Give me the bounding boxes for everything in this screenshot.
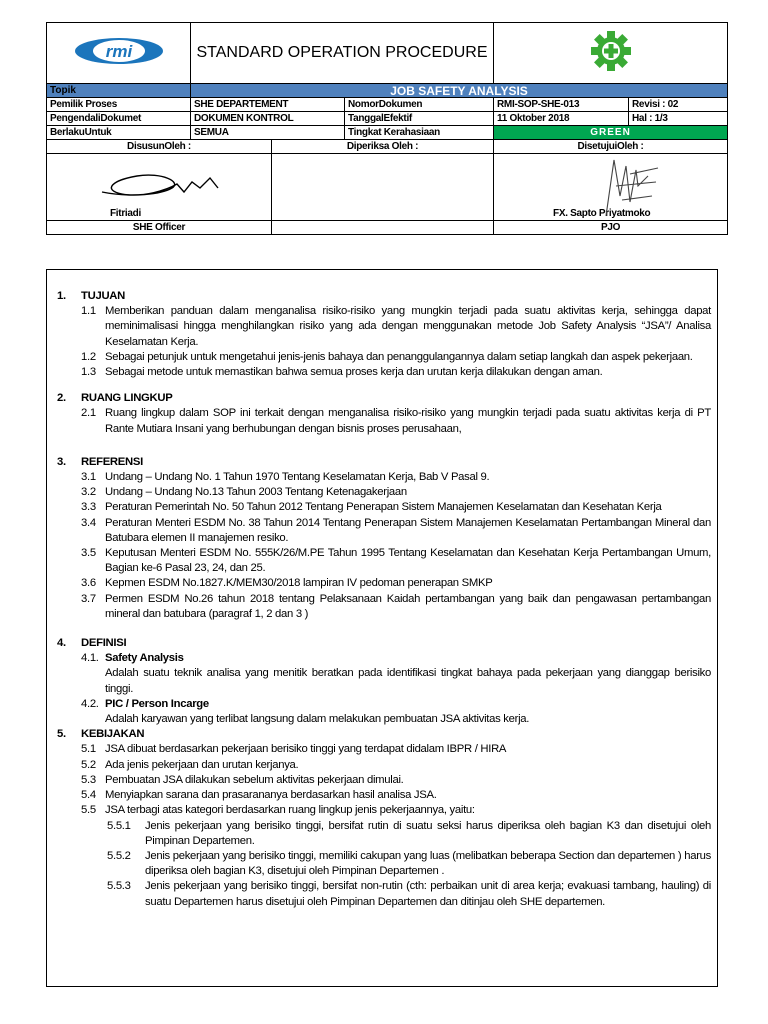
item-text: Peraturan Menteri ESDM No. 38 Tahun 2014 Tentang Penerapan Sistem Manajemen Keselamatan Pertambangan Mineral dan Batubara elemen II manajemen resiko. [105,516,711,544]
meta-value: DOKUMEN KONTROL [191,112,345,126]
definition-text: Adalah karyawan yang terlibat langsung dalam melakukan pembuatan JSA aktivitas kerja. [105,713,530,726]
meta-value: Hal : 1/3 [629,112,728,126]
section-number: 2. [57,392,66,405]
section-number: 4. [57,637,66,650]
item-text: Undang – Undang No.13 Tahun 2003 Tentang Ketenagakerjaan [105,486,407,499]
meta-value: SEMUA [191,126,345,140]
list-item [57,406,711,436]
disetujui-role: PJO [494,221,728,235]
definition-heading [57,697,711,712]
item-number: 5.5 [81,804,96,817]
item-text: Kepmen ESDM No.1827.K/MEM30/2018 lampiran IV pedoman penerapan SMKP [105,577,493,590]
item-text: Jenis pekerjaan yang berisiko tinggi, bersifat non-rutin (cth: perbaikan unit di area kerja; evakuasi tambang, hauling) di suatu Departemen harus disetujui oleh Pimpinan Departemen dan ditinjau oleh SHE departemen. [145,880,711,908]
section-number: 1. [57,290,66,302]
topik-label: Topik [47,84,191,98]
item-number: 4.1. [81,652,99,665]
item-text: Menyiapkan sarana dan prasarananya berdasarkan hasil analisa JSA. [105,789,437,802]
meta-value: RMI-SOP-SHE-013 [494,98,629,112]
document-body [46,269,718,987]
section-referensi [57,455,711,622]
list-item [57,742,711,757]
diperiksa-label: Diperiksa Oleh : [272,140,494,154]
definition-text: Adalah suatu teknik analisa yang menitik beratkan pada identifikasi tingkat bahaya pada pekerjaan yang dianggap berisiko tinggi. [105,667,711,695]
definition-term: Safety Analysis [105,652,184,665]
definition-term: PIC / Person Incarge [105,697,209,710]
document-title: STANDARD OPERATION PROCEDURE [191,23,494,84]
item-number: 3.7 [81,592,96,605]
meta-label: Tingkat Kerahasiaan [345,126,494,140]
item-text: Permen ESDM No.26 tahun 2018 tentang Pelaksanaan Kaidah pertambangan yang baik dan pengawasan pertambangan mineral dan batubara (paragraf 1, 2 dan 3 ) [105,592,711,620]
section-title: KEBIJAKAN [81,728,145,741]
item-number: 5.3 [81,773,96,786]
item-text: Jenis pekerjaan yang berisiko tinggi, bersifat rutin di suatu seksi harus diperiksa oleh bagian K3 dan disetujui oleh Pimpinan Departemen. [145,819,711,847]
signature-fitriadi [92,164,232,204]
item-text: Peraturan Pemerintah No. 50 Tahun 2012 Tentang Penerapan Sistem Manajemen Keselamatan dan Kesehatan Kerja [105,501,662,514]
logo-cell [47,23,191,84]
svg-text:rmi: rmi [105,42,132,61]
list-item [57,788,711,803]
topik-value: JOB SAFETY ANALYSIS [191,84,728,98]
item-text: Pembuatan JSA dilakukan sebelum aktivitas pekerjaan dimulai. [105,773,404,786]
item-number: 2.1 [81,407,96,420]
list-item [57,758,711,773]
item-number: 5.5.2 [107,849,131,862]
list-item [57,576,711,591]
disusun-label: DisusunOleh : [47,140,272,154]
list-item [57,350,711,365]
item-text: Undang – Undang No. 1 Tahun 1970 Tentang Keselamatan Kerja, Bab V Pasal 9. [105,471,490,484]
safety-gear-icon [589,29,633,73]
section-tujuan [57,289,711,380]
sub-list-item [57,849,711,879]
meta-label: PengendaliDokumet [47,112,191,126]
item-number: 1.3 [81,366,96,379]
item-text: Keputusan Menteri ESDM No. 555K/26/M.PE Tahun 1995 Tentang Keselamatan dan Kesehatan Kerja Pertambangan Umum, Bagian ke-6 Pasal 23, 24, dan 25. [105,547,711,575]
item-number: 5.5.1 [107,819,131,832]
section-title: DEFINISI [81,637,127,650]
list-item [57,592,711,622]
diperiksa-signature-cell [272,154,494,221]
item-number: 3.1 [81,471,96,484]
item-number: 3.6 [81,577,96,590]
section-kebijakan [57,727,711,909]
meta-value: Revisi : 02 [629,98,728,112]
document-header [46,22,727,253]
sub-list-item [57,879,711,909]
section-number: 3. [57,455,66,468]
list-item [57,470,711,485]
item-number: 5.1 [81,743,96,756]
signature-sapto [586,156,666,218]
list-item [57,803,711,818]
item-text: Sebagai metode untuk memastikan bahwa semua proses kerja dan urutan kerja dilakukan dengan aman. [105,366,603,379]
section-title: REFERENSI [81,455,143,468]
diperiksa-role [272,221,494,235]
list-item [57,304,711,350]
section-definisi [57,636,711,727]
meta-label: NomorDokumen [345,98,494,112]
disusun-name: Fitriadi [110,208,141,219]
list-item [57,773,711,788]
meta-label: BerlakuUntuk [47,126,191,140]
meta-label: TanggalEfektif [345,112,494,126]
meta-value: SHE DEPARTEMENT [191,98,345,112]
disusun-signature-cell [47,154,272,221]
list-item [57,546,711,576]
definition-heading [57,651,711,666]
list-item [57,500,711,515]
item-text: Jenis pekerjaan yang berisiko tinggi, memiliki cakupan yang luas (melibatkan beberapa Section dan departemen ) harus diperiksa oleh bagian K3, disetujui oleh Pimpinan Departemen . [145,849,711,878]
item-text: Sebagai petunjuk untuk mengetahui jenis-jenis bahaya dan penanggulangannya dalam setiap langkah dan aspek pekerjaan. [105,350,693,363]
section-number: 5. [57,728,66,741]
item-text: Ruang lingkup dalam SOP ini terkait dengan menganalisa risiko-risiko yang mungkin terjadi pada suatu aktivitas kerja di PT Rante Mutiara Insani yang berhubungan dengan bisnis proses perusahaan, [105,407,711,435]
disetujui-signature-cell [494,154,728,221]
sub-list-item [57,819,711,849]
item-number: 5.4 [81,789,96,802]
item-text: JSA dibuat berdasarkan pekerjaan berisiko tinggi yang terdapat didalam IBPR / HIRA [105,743,507,756]
disusun-role: SHE Officer [47,221,272,235]
item-text: JSA terbagi atas kategori berdasarkan ruang lingkup jenis pekerjaannya, yaitu: [105,804,475,817]
item-number: 5.5.3 [107,880,131,893]
disetujui-name: FX. Sapto Priyatmoko [553,208,651,219]
item-number: 3.4 [81,516,96,529]
item-text: Memberikan panduan dalam menganalisa risiko-risiko yang mungkin terjadi pada suatu aktivitas kerja, sehingga dapat meminimalisasi hingga menghilangkan risiko yang ada dengan menggunakan metode Job Safety Analysis “JSA”/ Analisa Keselamatan Kerja. [105,305,711,348]
section-title: TUJUAN [81,290,126,302]
meta-value: 11 Oktober 2018 [494,112,629,126]
item-number: 3.2 [81,486,96,499]
item-number: 3.5 [81,547,96,560]
rmi-logo [73,31,165,71]
confidentiality-badge: GREEN [494,126,728,140]
list-item [57,365,711,380]
list-item [57,485,711,500]
item-number: 4.2. [81,697,99,710]
disetujui-label: DisetujuiOleh : [494,140,728,154]
meta-label: Pemilik Proses [47,98,191,112]
section-ruang-lingkup [57,391,711,437]
item-number: 5.2 [81,758,96,771]
list-item [57,516,711,546]
item-number: 1.2 [81,350,96,363]
section-title: RUANG LINGKUP [81,392,173,405]
item-number: 3.3 [81,501,96,514]
item-text: Ada jenis pekerjaan dan urutan kerjanya. [105,758,299,771]
gear-cell [494,23,728,84]
item-number: 1.1 [81,305,96,318]
